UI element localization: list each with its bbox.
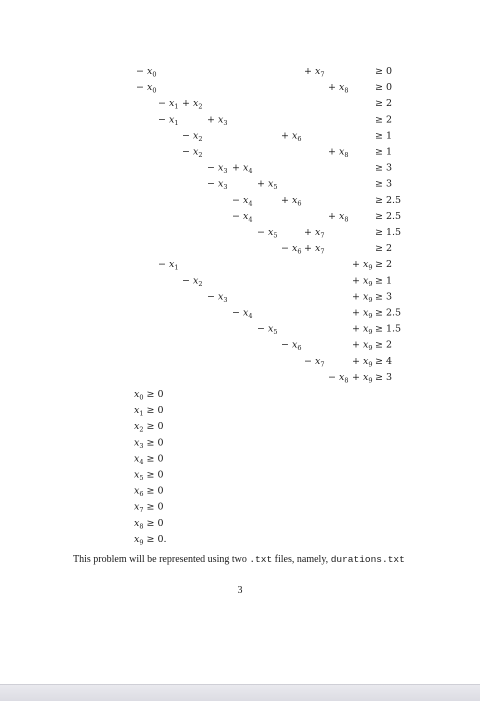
rhs: ≥ 1 bbox=[375, 130, 393, 142]
nonnegativity-constraint: $x_2 \ge 0$ bbox=[134, 421, 164, 434]
term: + $x_6$ bbox=[281, 194, 302, 208]
rhs: ≥ 1.5 bbox=[375, 323, 402, 335]
term: − $x_7$ bbox=[304, 355, 325, 369]
constraint-row bbox=[158, 98, 392, 111]
term: − $x_2$ bbox=[182, 146, 203, 159]
term: − $x_5$ bbox=[257, 227, 278, 240]
rhs: ≥ 2.5 bbox=[375, 194, 402, 206]
term: + $x_8$ bbox=[328, 82, 349, 95]
term: − $x_4$ bbox=[232, 210, 253, 224]
code-durations-filename: durations.txt bbox=[330, 554, 405, 565]
rhs: ≥ 2 bbox=[375, 114, 393, 126]
term: − $x_2$ bbox=[182, 130, 203, 143]
constraint-row bbox=[232, 308, 401, 321]
term: + $x_9$ bbox=[352, 371, 373, 385]
nonnegativity-constraint: $x_1 \ge 0$ bbox=[134, 405, 164, 418]
term: − $x_8$ bbox=[328, 371, 349, 385]
rhs: ≥ 1 bbox=[375, 275, 393, 287]
code-txt-extension: .txt bbox=[249, 554, 273, 565]
term: + $x_5$ bbox=[257, 178, 278, 192]
term: + $x_3$ bbox=[207, 114, 228, 127]
term: + $x_9$ bbox=[352, 339, 373, 353]
term: + $x_9$ bbox=[352, 307, 373, 320]
nonnegativity-constraint: $x_3 \ge 0$ bbox=[134, 437, 164, 450]
term: − $x_1$ bbox=[158, 98, 179, 111]
term: − $x_1$ bbox=[158, 259, 179, 272]
rhs: ≥ 2 bbox=[375, 259, 393, 271]
term: + $x_6$ bbox=[281, 130, 302, 143]
rhs: ≥ 0 bbox=[375, 66, 393, 77]
viewer-bottom-bar bbox=[0, 684, 480, 701]
term: − $x_3$ bbox=[207, 291, 228, 304]
body-paragraph bbox=[73, 554, 405, 565]
rhs: ≥ 3 bbox=[375, 291, 393, 303]
constraint-row bbox=[257, 324, 401, 337]
rhs: ≥ 2 bbox=[375, 98, 393, 110]
constraint-row bbox=[136, 66, 392, 79]
constraint-row bbox=[182, 275, 392, 288]
constraint-row bbox=[281, 340, 392, 353]
rhs: ≥ 1 bbox=[375, 146, 393, 158]
rhs: ≥ 2 bbox=[375, 243, 393, 255]
nonnegativity-constraint: $x_8 \ge 0$ bbox=[134, 517, 164, 531]
paragraph-text-start: This problem will be represented using two bbox=[73, 554, 250, 565]
constraint-row bbox=[328, 372, 392, 385]
term: − $x_6$ bbox=[281, 243, 302, 256]
constraint-row bbox=[232, 195, 401, 208]
rhs: ≥ 4 bbox=[375, 355, 393, 367]
term: + $x_9$ bbox=[352, 275, 373, 288]
rhs: ≥ 0 bbox=[375, 82, 393, 94]
paragraph-text-middle: files, namely, bbox=[272, 554, 331, 565]
constraint-row bbox=[207, 163, 392, 176]
term: − $x_0$ bbox=[136, 66, 157, 79]
nonnegativity-constraint: $x_6 \ge 0$ bbox=[134, 485, 164, 499]
term: + $x_9$ bbox=[352, 323, 373, 337]
rhs: ≥ 2 bbox=[375, 339, 393, 351]
rhs: ≥ 3 bbox=[375, 371, 393, 383]
term: + $x_4$ bbox=[232, 162, 253, 176]
term: − $x_3$ bbox=[207, 162, 228, 176]
constraint-row bbox=[182, 130, 392, 143]
term: − $x_6$ bbox=[281, 339, 302, 353]
term: − $x_3$ bbox=[207, 178, 228, 192]
rhs: ≥ 2.5 bbox=[375, 307, 402, 319]
term: + $x_9$ bbox=[352, 259, 373, 272]
nonnegativity-constraint: $x_0 \ge 0$ bbox=[134, 389, 164, 402]
term: − $x_5$ bbox=[257, 323, 278, 337]
nonnegativity-constraint: $x_7 \ge 0$ bbox=[134, 501, 164, 515]
term: − $x_0$ bbox=[136, 82, 157, 95]
constraint-row bbox=[207, 291, 392, 304]
nonnegativity-constraint: $x_9 \ge 0$. bbox=[134, 533, 167, 547]
constraint-row bbox=[304, 356, 392, 369]
term: + $x_7$ bbox=[304, 66, 325, 79]
constraint-row bbox=[136, 82, 392, 95]
rhs: ≥ 1.5 bbox=[375, 227, 402, 238]
term: − $x_4$ bbox=[232, 194, 253, 208]
constraint-row bbox=[158, 114, 392, 127]
rhs: ≥ 2.5 bbox=[375, 210, 402, 222]
term: + $x_8$ bbox=[328, 210, 349, 224]
term: − $x_1$ bbox=[158, 114, 179, 127]
rhs: ≥ 3 bbox=[375, 162, 393, 174]
constraint-row bbox=[207, 179, 392, 192]
constraint-row bbox=[182, 147, 392, 160]
term: + $x_9$ bbox=[352, 291, 373, 304]
page-number: 3 bbox=[237, 585, 243, 596]
term: − $x_2$ bbox=[182, 275, 203, 288]
constraint-row bbox=[281, 243, 392, 256]
rhs: ≥ 3 bbox=[375, 178, 393, 190]
constraint-row bbox=[257, 227, 401, 240]
term: + $x_7$ bbox=[304, 243, 325, 256]
nonnegativity-constraint: $x_5 \ge 0$ bbox=[134, 469, 164, 482]
term: + $x_2$ bbox=[182, 98, 203, 111]
nonnegativity-constraint: $x_4 \ge 0$ bbox=[134, 453, 164, 466]
term: + $x_9$ bbox=[352, 355, 373, 369]
constraint-row bbox=[232, 211, 401, 224]
term: − $x_4$ bbox=[232, 307, 253, 320]
term: + $x_7$ bbox=[304, 227, 325, 240]
term: + $x_8$ bbox=[328, 146, 349, 159]
constraint-row bbox=[158, 259, 392, 272]
